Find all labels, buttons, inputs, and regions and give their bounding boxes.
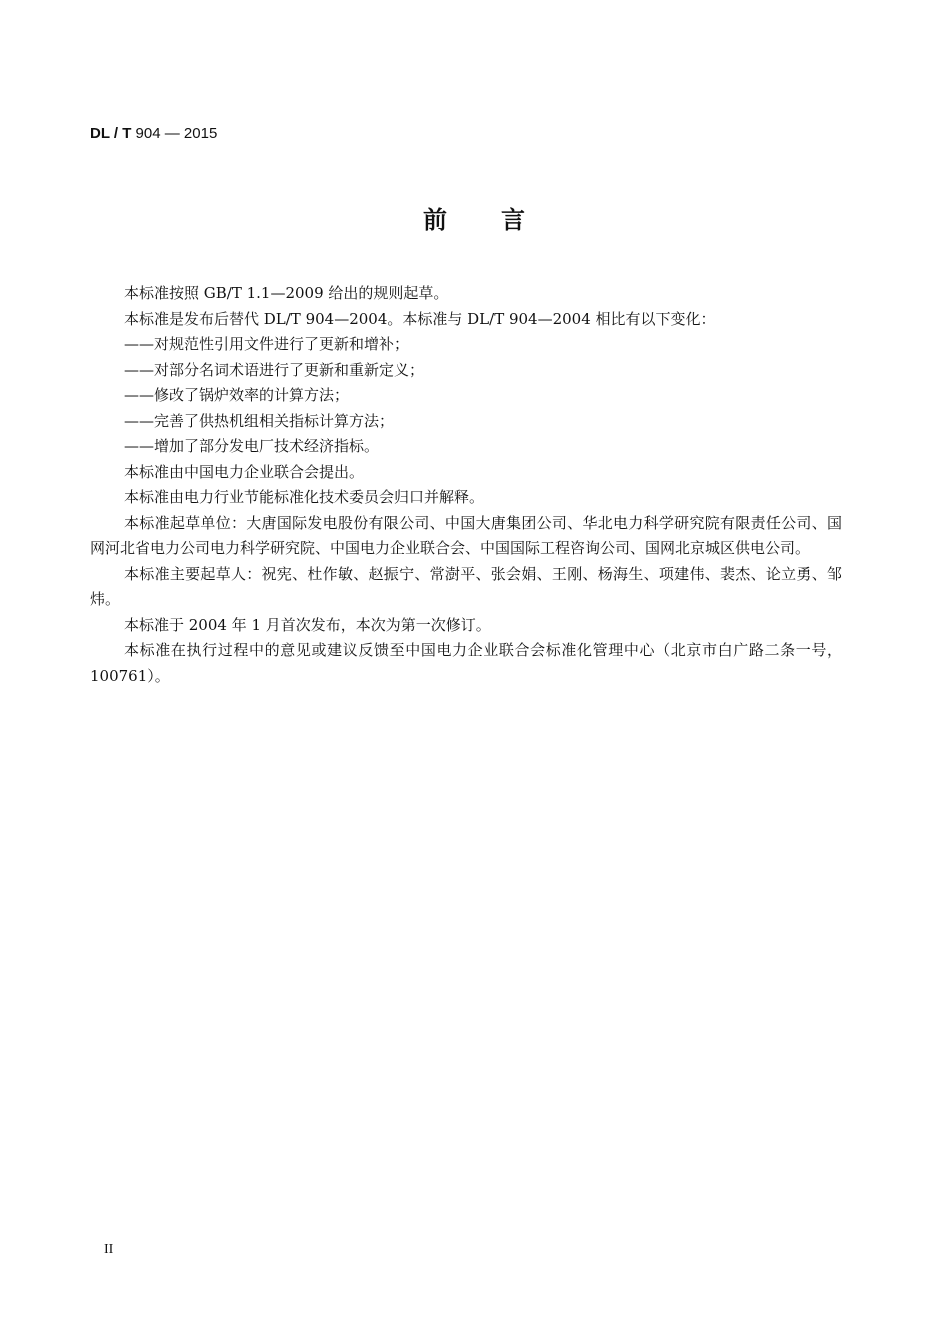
change-item: ——对部分名词术语进行了更新和重新定义； — [124, 360, 425, 379]
change-item: ——对规范性引用文件进行了更新和增补； — [124, 335, 410, 353]
page-title: 前 言 — [423, 206, 527, 234]
paragraph-history: 本标准于 2004 年 1 月首次发布，本次为第一次修订。 — [124, 615, 491, 634]
standard-code — [90, 124, 217, 144]
standard-code-prefix: DL / T — [90, 125, 132, 142]
standard-code-number: 904 — 2015 — [131, 125, 218, 142]
paragraph-feedback: 本标准在执行过程中的意见或建议反馈至中国电力企业联合会标准化管理中心（北京市白广路二条一号，100761）。 — [90, 641, 842, 685]
page-number: II — [104, 1242, 114, 1257]
paragraph-proposer: 本标准由中国电力企业联合会提出。 — [124, 462, 365, 481]
change-item: ——增加了部分发电厂技术经济指标。 — [124, 437, 380, 455]
change-item: ——完善了供热机组相关指标计算方法； — [124, 411, 395, 430]
paragraph-drafting-rule: 本标准按照 GB/T 1.1—2009 给出的规则起草。 — [124, 284, 449, 302]
foreword-body — [90, 281, 842, 689]
change-item: ——修改了锅炉效率的计算方法； — [124, 386, 350, 404]
paragraph-interpreter: 本标准由电力行业节能标准化技术委员会归口并解释。 — [124, 488, 485, 506]
paragraph-replacement: 本标准是发布后替代 DL/T 904—2004。本标准与 DL/T 904—2004 相比有以下变化： — [124, 309, 716, 328]
paragraph-drafters: 本标准主要起草人：祝宪、杜作敏、赵振宁、常澍平、张会娟、王刚、杨海生、项建伟、裴杰、论立勇、邹炜。 — [90, 564, 842, 608]
paragraph-drafting-units: 本标准起草单位：大唐国际发电股份有限公司、中国大唐集团公司、华北电力科学研究院有限责任公司、国网河北省电力公司电力科学研究院、中国电力企业联合会、中国国际工程咨询公司、国网北京城区供电公司。 — [90, 513, 842, 557]
